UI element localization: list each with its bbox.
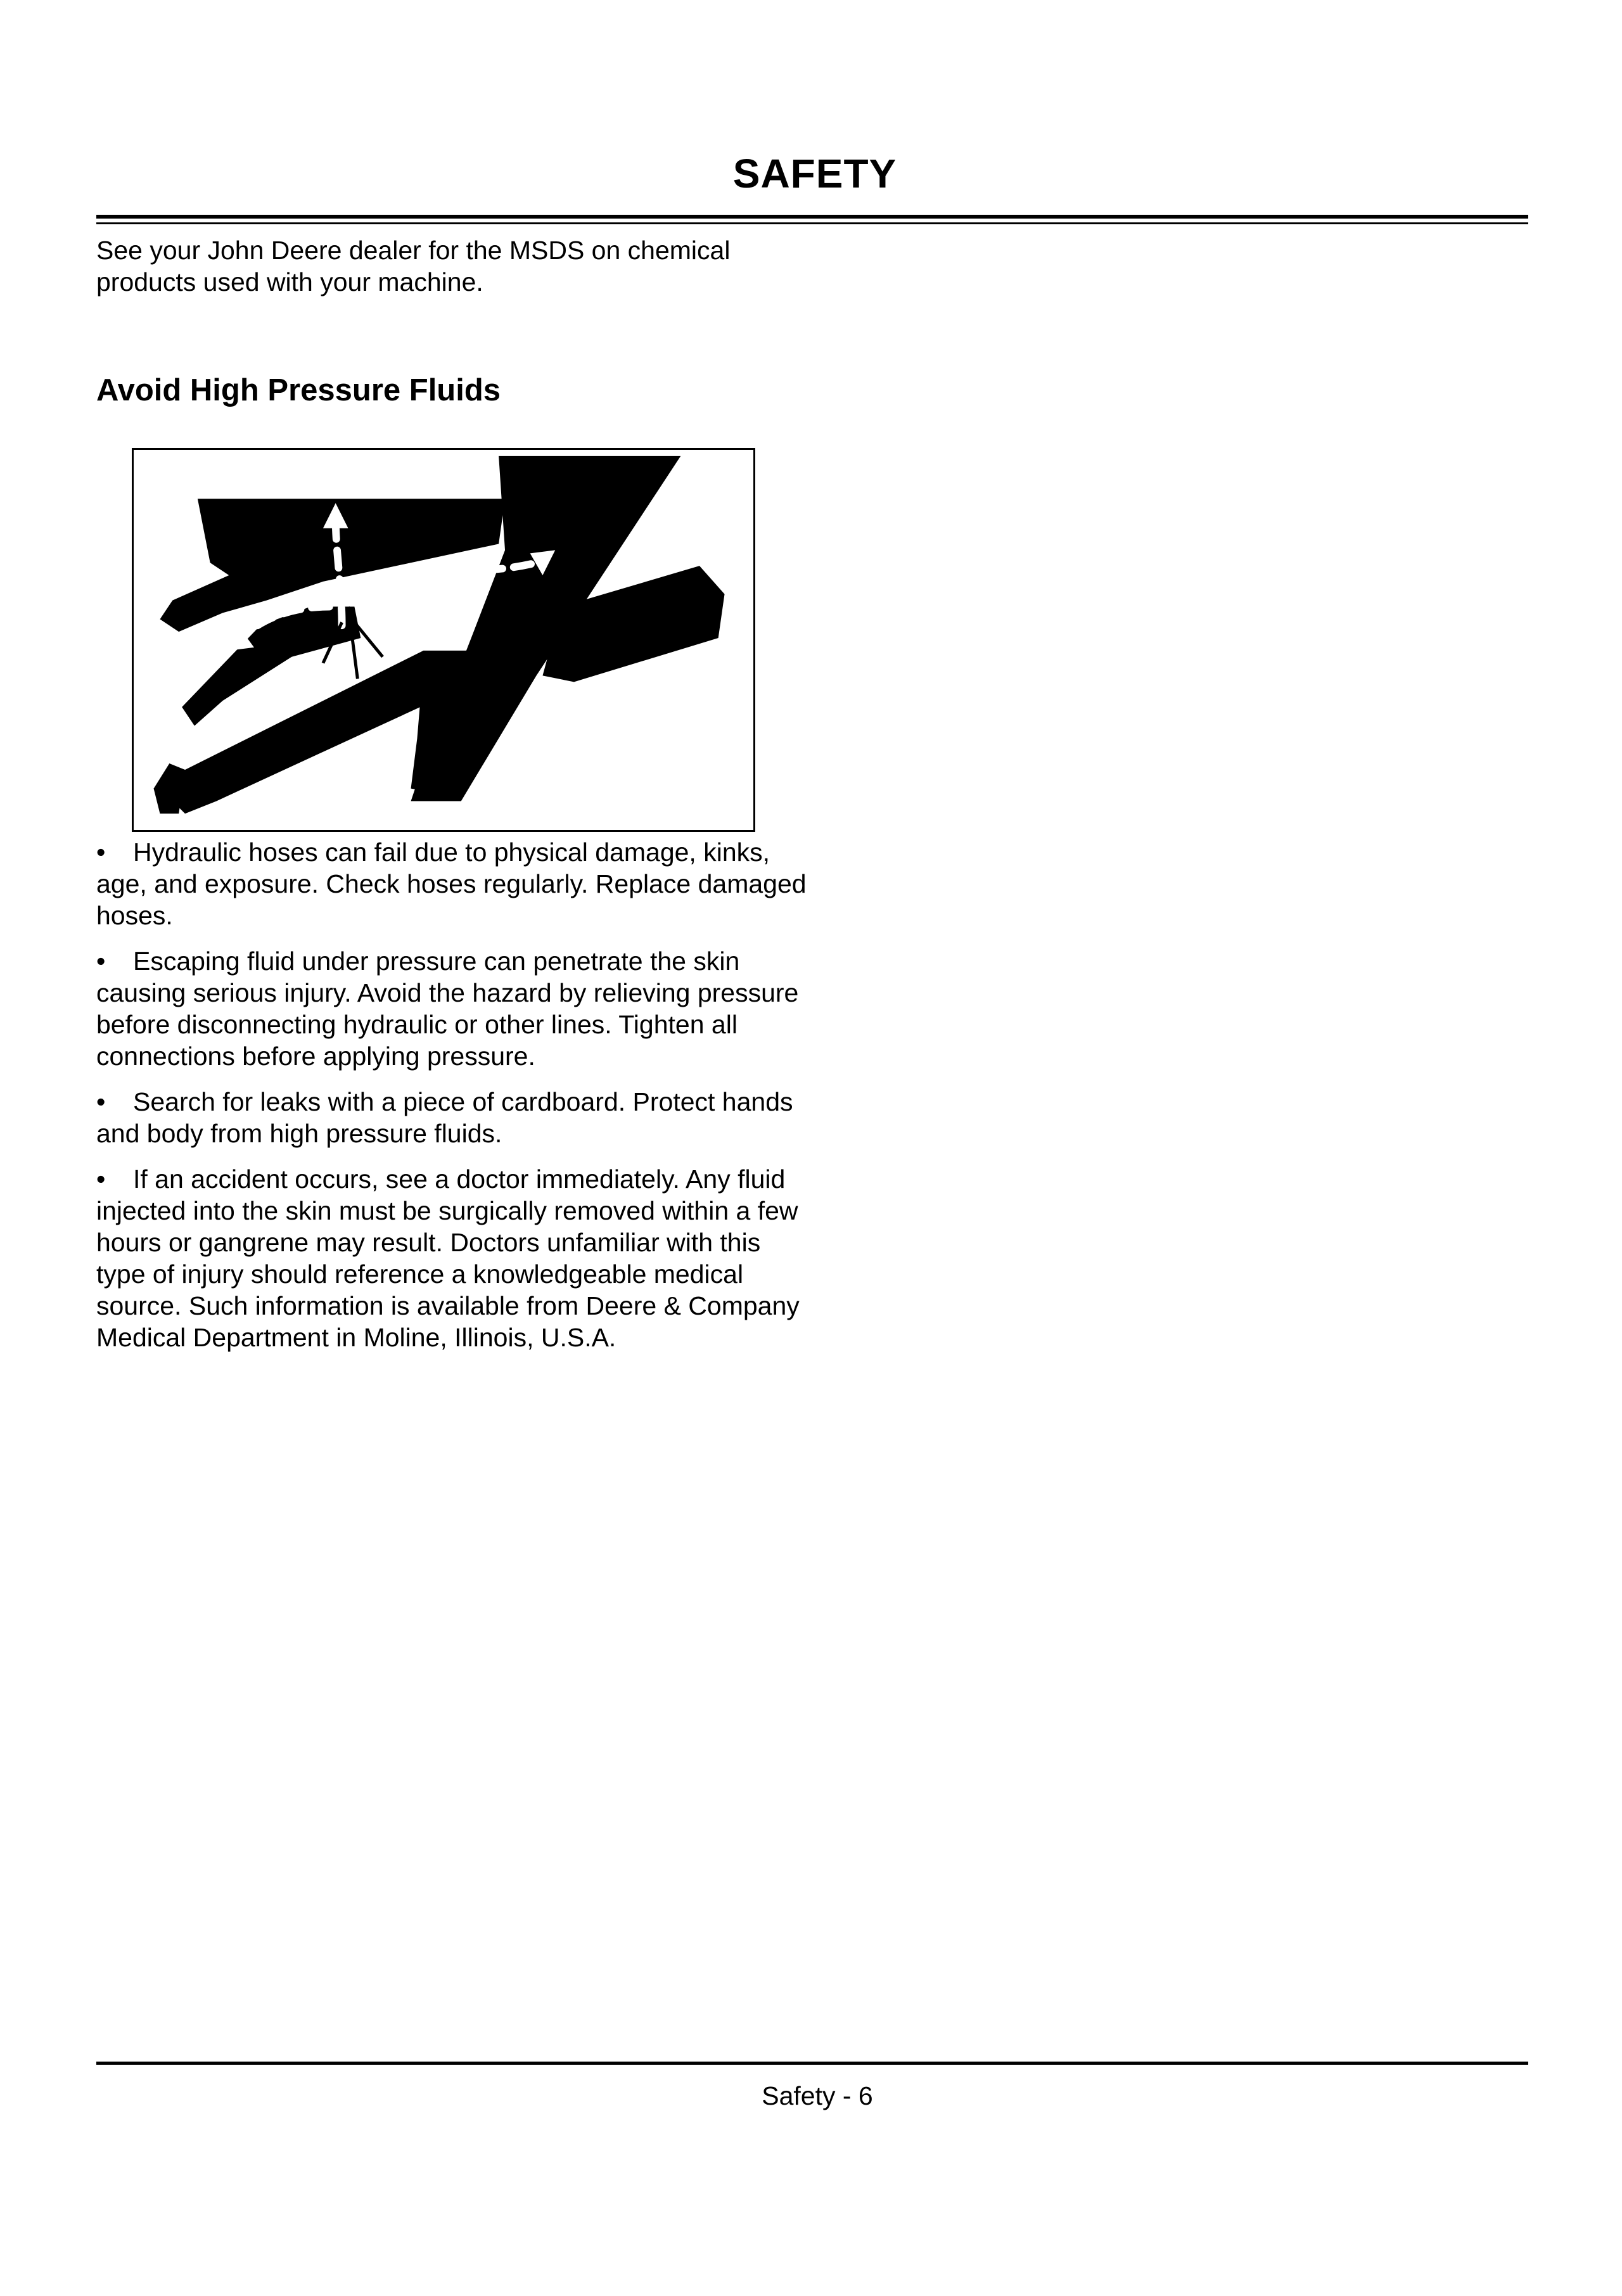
intro-paragraph: See your John Deere dealer for the MSDS on chemical products used with your machine. (96, 236, 731, 297)
list-item (96, 1086, 812, 1149)
high-pressure-fluid-illustration (132, 448, 755, 832)
bullet-text: Escaping fluid under pressure can penetrate the skin causing serious injury. Avoid the hazard by relieving pressure before disconnecting hydraulic or other lines. Tighten all connections before applying pressure. (96, 947, 799, 1071)
bullet-marker: • (96, 1087, 106, 1116)
bullet-text: Hydraulic hoses can fail due to physical damage, kinks, age, and exposure. Check hoses regularly. Replace damaged hoses. (96, 838, 807, 930)
content-column (96, 234, 806, 408)
hand-hose-icon (134, 450, 753, 830)
list-item (96, 945, 812, 1072)
page-number: Safety - 6 (762, 2081, 873, 2110)
header-divider-secondary (96, 222, 1528, 224)
footer-divider (96, 2062, 1528, 2065)
page-section-title: SAFETY (732, 151, 897, 196)
bullet-marker: • (96, 838, 106, 867)
bullet-marker: • (96, 1164, 106, 1194)
bullet-marker: • (96, 947, 106, 976)
section-heading: Avoid High Pressure Fluids (96, 373, 501, 407)
bullet-text: Search for leaks with a piece of cardboard. Protect hands and body from high pressure fluids. (96, 1087, 793, 1148)
list-item (96, 836, 812, 931)
list-item (96, 1163, 812, 1353)
safety-bullet-list (96, 836, 812, 1367)
bullet-text: If an accident occurs, see a doctor immediately. Any fluid injected into the skin must be surgically removed within a few hours or gangrene may result. Doctors unfamiliar with this type of injury should reference a knowledgeable medical source. Such information is available from Deere & Company Medical Department in Moline, Illinois, U.S.A. (96, 1164, 800, 1352)
header-divider (96, 215, 1528, 219)
